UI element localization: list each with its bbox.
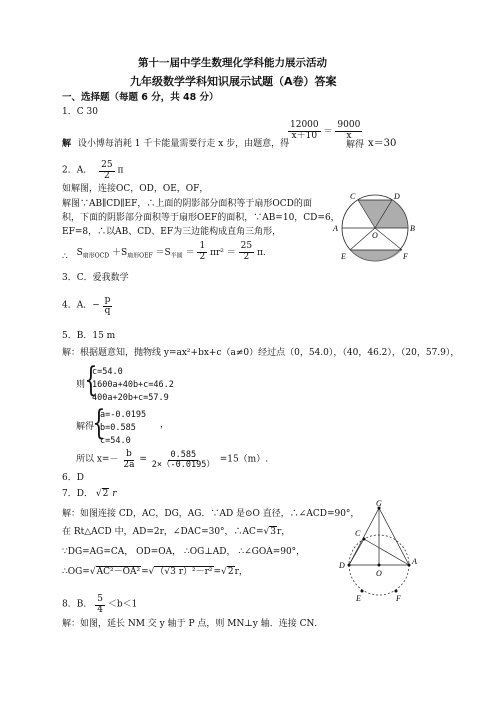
q2-area-equation [62,242,266,263]
therefore-symbol: ∴ [62,251,68,262]
variable-r: r [112,489,117,499]
system-row: b=0.585 [100,423,136,433]
radicand: 2 [227,567,234,577]
radicand: （√3 r）²－r² [155,567,213,577]
frac-den: q [104,305,111,316]
subscript: 扇形OCD [82,252,110,260]
point-label: F [403,252,408,261]
section-heading: 一、选择题（每题 6 分，共 48 分） [62,92,219,103]
q7-label: 7．D． [62,489,93,499]
point-label: F [396,594,401,603]
point-label: B [410,224,415,233]
q2-line-4: EF=8，∴以AB、CD、EF为三边能构成直角三角形， [62,227,282,237]
q5-value: =15（m）. [219,454,269,465]
equals: ＝ [323,126,333,137]
q2-line-3: 积，下面的阴影部分面积等于扇形OEF的面积，∵AB=10，CD=6， [62,213,340,223]
radicand: 2 [102,489,109,499]
title-line-1: 第十一届中学生数理化学科能力展示活动 [138,57,327,69]
point-label: E [356,594,361,603]
q5-then: 则 [76,380,86,390]
sqrt-symbol: √ [95,489,102,499]
q7-line-2 [62,528,290,538]
frac-den: 2 [199,251,206,262]
point-label: D [394,192,400,201]
frac-num: 25 [101,160,113,170]
frac-den: 2 [243,251,250,262]
q5-so: 所以 x=－ [76,454,119,465]
point-label: G [376,500,382,508]
frac-den: x [346,130,352,141]
figure-1-circle [330,190,420,265]
frac-num: 1 [199,241,206,251]
inequality: ＜b＜1 [107,599,138,610]
q1-text: 设小博每消耗 1 千卡能量需要行走 x 步，由题意，得 [77,139,290,149]
equals: = [213,567,222,577]
point-label: E [341,252,346,261]
text: 在 Rt△ACD 中，AD=2r，∠DAC=30°，∴AC= [62,527,264,537]
q8-line-1: 解：如图，延长 NM 交 y 轴于 P 点，则 MN⊥y 轴．连接 CN． [62,619,324,629]
point-label: C [350,192,356,201]
q7-line-3: ∵DG=AG=CA， OD=OA， ∴OG⊥AD， ∴∠GOA=90°， [62,547,306,557]
frac-den: x＋10 [291,130,318,141]
title-line-2: 九年级数学学科知识展示试题（A卷）答案 [130,75,337,88]
q5-solved-label: 解得 [76,422,95,432]
q2-label: 2．A． [62,165,93,176]
lower-shaded-region [350,250,402,261]
q1-solve-label: 解得 [346,140,365,150]
q7-line-1: 解：如图连接 CD，AC，DG，AG．∵AD 是⊙O 直径，∴∠ACD=90°， [62,509,360,519]
q8-label: 8．B． [62,599,93,610]
sqrt-symbol: √ [148,567,155,577]
q4-label: 4．A．− [62,300,100,311]
pi-r-squared: πr² ＝ [210,247,236,258]
frac-num: 0.585 [170,449,197,460]
q1-result: x＝30 [368,138,397,149]
equals: = [141,567,149,577]
q2-answer [62,161,123,182]
text: ∴OG= [62,567,90,577]
q5-answer: 5．B．15 m [62,331,116,341]
frac-num: 9000 [337,120,361,130]
sqrt-symbol: √ [221,567,227,577]
system-row: c=54.0 [100,436,131,446]
system-row: 400a+20b+c=57.9 [92,393,169,403]
system-row: 1600a+40b+c=46.2 [92,380,174,390]
q1-equation [288,121,362,142]
q4-answer [62,296,112,317]
q7-line-4 [62,568,248,578]
pi-symbol: π [117,165,124,176]
point-label: A [412,557,417,566]
q5-line-1: 解：根据题意知，抛物线 y=ax²+bx+c（a≠0）经过点（0，54.0），（40，46.2），（20，57.9）， [62,348,460,358]
frac-num: p [104,295,111,305]
s-symbol: S [76,247,83,258]
text: r， [276,527,291,537]
system-brace-2: { [92,403,106,443]
radicand: AC²－OA² [96,567,141,577]
q8-answer [62,595,137,616]
figure-2-circle [336,500,426,610]
frac-den: 4 [97,604,103,615]
q2-line-1: 如解图，连接OC，OD，OE，OF， [62,184,209,194]
system-brace-1: { [84,360,98,400]
point-label: A [333,224,338,233]
frac-den: 2 [103,170,110,181]
frac-den: 2a [123,459,135,470]
frac-num: 12000 [290,120,319,130]
radicand: 3 [270,527,276,537]
q1-solution [62,140,289,150]
point-label: D [339,561,345,570]
q6-answer: 6．D [62,473,84,483]
plus-s: ＋S [111,247,128,258]
frac-num: 5 [97,594,103,604]
point-label: O [372,231,378,240]
sqrt-symbol: √ [263,527,270,537]
upper-shaded-region [358,200,408,228]
q1-answer: 1．C 30 [62,107,98,117]
text: r， [234,567,248,577]
point-label: O [376,569,382,578]
frac-den: 2×（-0.0195） [151,459,215,470]
q3-answer: 3．C．爱我数学 [62,273,129,283]
system-row: a=-0.0195 [100,410,147,420]
equals: = [139,454,147,465]
equals: ＝ [185,247,195,258]
jie-label: 解 [62,139,72,149]
equation-system-2 [100,409,146,448]
subscript: 半圆 [170,252,183,260]
point-label: C [355,529,361,538]
q7-answer [62,490,117,500]
q5-comma: ， [160,420,170,430]
sqrt-symbol: √ [89,567,96,577]
equation-system-1 [92,366,174,405]
q2-line-2: 解图∵AB∥CD∥EF，∴上面的阴影部分面积等于扇形OCD的面 [62,199,312,209]
eq-s: ＝S [155,247,171,258]
frac-num: 25 [240,241,253,251]
frac-num: b [126,449,132,459]
pi-tail: π. [256,247,266,258]
system-row: c=54.0 [92,367,123,377]
q5-result [76,450,268,471]
subscript: 扇形OEF [127,252,153,260]
